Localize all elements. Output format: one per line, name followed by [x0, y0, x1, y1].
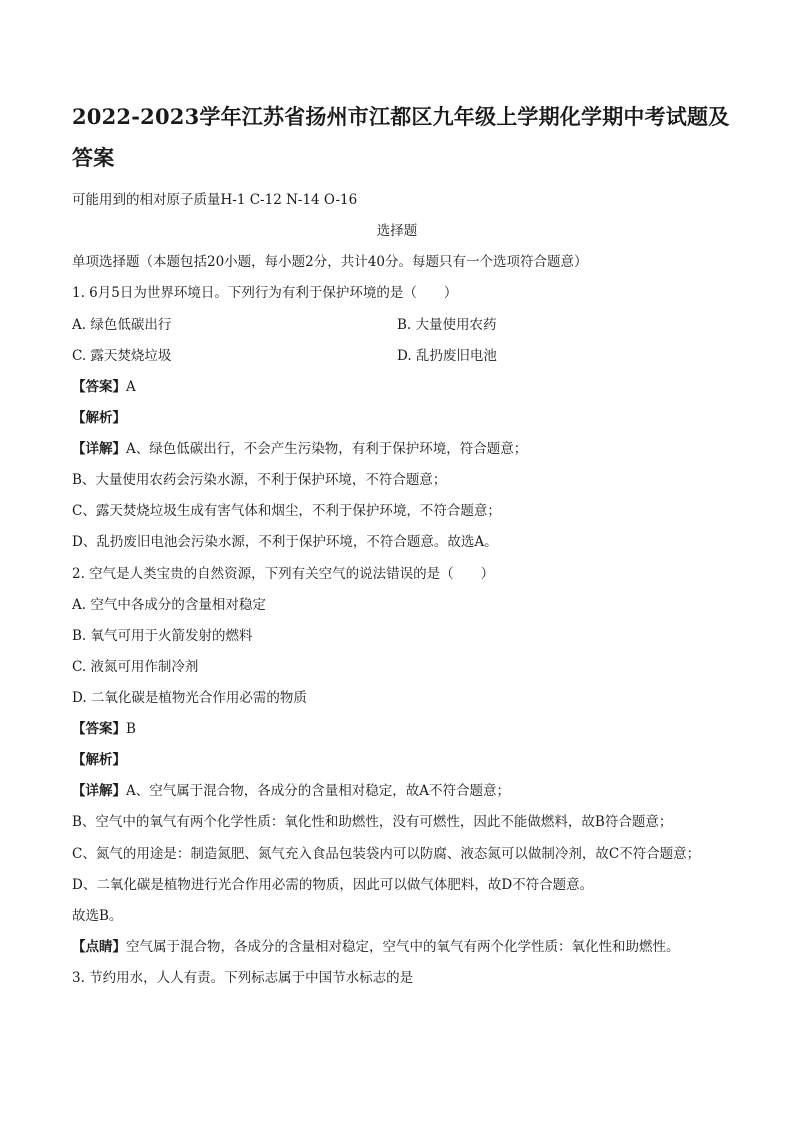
- question-1-detail-3: C、露天焚烧垃圾生成有害气体和烟尘，不利于保护环境，不符合题意；: [72, 503, 501, 519]
- question-2-stem: 2. 空气是人类宝贵的自然资源，下列有关空气的说法错误的是（ ）: [72, 566, 495, 582]
- question-1-option-d: D. 乱扔废旧电池: [397, 348, 497, 364]
- question-3-stem: 3. 节约用水，人人有责。下列标志属于中国节水标志的是: [72, 970, 414, 986]
- question-2-comment: [72, 935, 680, 955]
- question-1-answer: [72, 375, 136, 395]
- detail-text: A、空气属于混合物，各成分的含量相对稳定，故A不符合题意；: [126, 783, 510, 799]
- question-1-detail-2: B、大量使用农药会污染水源，不利于保护环境，不符合题意；: [72, 472, 447, 488]
- question-2-detail-3: C、氮气的用途是：制造氮肥、氮气充入食品包装袋内可以防腐、液态氮可以做制冷剂，故C不符合题意；: [72, 846, 701, 862]
- detail-tag: 【详解】: [72, 783, 126, 799]
- comment-text: 空气属于混合物，各成分的含量相对稳定，空气中的氧气有两个化学性质：氧化性和助燃性。: [126, 939, 680, 955]
- question-1-option-a: A. 绿色低碳出行: [72, 317, 172, 333]
- question-2-detail-2: B、空气中的氧气有两个化学性质：氧化性和助燃性，没有可燃性，因此不能做燃料，故B符合题意；: [72, 814, 673, 830]
- comment-tag: 【点睛】: [72, 939, 126, 955]
- answer-value: B: [126, 721, 136, 737]
- atomic-masses-note: 可能用到的相对原子质量H-1 C-12 N-14 O-16: [72, 192, 358, 208]
- section-intro: 单项选择题（本题包括20小题，每小题2分，共计40分。每题只有一个选项符合题意）: [72, 254, 588, 270]
- question-2-option-a: A. 空气中各成分的含量相对稳定: [72, 597, 266, 613]
- question-1-stem: 1. 6月5日为世界环境日。下列行为有利于保护环境的是（ ）: [72, 285, 458, 301]
- question-2-option-c: C. 液氮可用作制冷剂: [72, 659, 199, 675]
- detail-text: A、绿色低碳出行，不会产生污染物，有利于保护环境，符合题意；: [126, 441, 528, 457]
- question-2-answer: [72, 717, 136, 737]
- question-2-detail-4: D、二氧化碳是植物进行光合作用必需的物质，因此可以做气体肥料，故D不符合题意。: [72, 877, 594, 893]
- question-2-option-d: D. 二氧化碳是植物光合作用必需的物质: [72, 690, 307, 706]
- answer-value: A: [126, 379, 136, 395]
- question-1-analysis-tag: 【解析】: [72, 410, 126, 426]
- question-2-choose: 故选B。: [72, 908, 123, 924]
- question-2-analysis-tag: 【解析】: [72, 752, 126, 768]
- question-1-option-c: C. 露天焚烧垃圾: [72, 348, 172, 364]
- answer-tag: 【答案】: [72, 379, 126, 395]
- question-1-detail-4: D、乱扔废旧电池会污染水源，不利于保护环境，不符合题意。故选A。: [72, 534, 498, 550]
- question-2-detail-1: [72, 779, 510, 799]
- question-2-option-b: B. 氧气可用于火箭发射的燃料: [72, 628, 253, 644]
- section-heading: 选择题: [376, 223, 418, 239]
- question-1-detail-1: [72, 437, 527, 457]
- answer-tag: 【答案】: [72, 721, 126, 737]
- question-1-option-b: B. 大量使用农药: [397, 317, 497, 333]
- detail-tag: 【详解】: [72, 441, 126, 457]
- page-title: 2022-2023学年江苏省扬州市江都区九年级上学期化学期中考试题及答案: [72, 104, 730, 170]
